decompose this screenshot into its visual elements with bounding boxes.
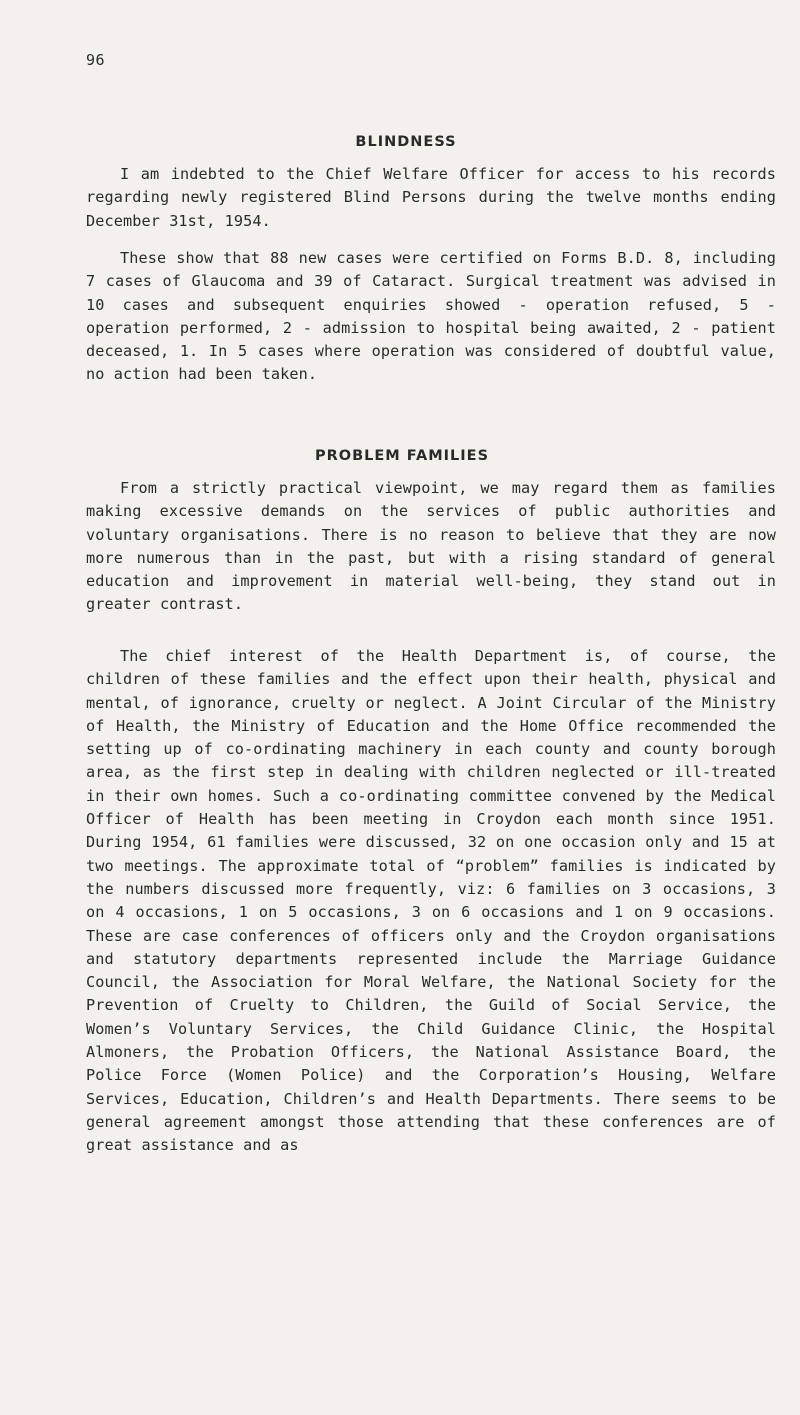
blindness-paragraph-1: I am indebted to the Chief Welfare Officer for access to his records regarding newly registered Blind Persons during the twelve months ending December 31st, 1954. bbox=[86, 165, 776, 230]
problem-families-paragraph-2: The chief interest of the Health Department is, of course, the children of these families and the effect upon their health, physical and mental, of ignorance, cruelty or neglect. A Joint Circular of the Ministry of Health, the Ministry of Education and the Home Office recommended the setting up of co-ordinating machinery in each county and county borough area, as the first step in dealing with children neglected or ill-treated in their own homes. Such a co-ordinating committee convened by the Medical Officer of Health has been meeting in Croydon each month since 1951. During 1954, 61 families were discussed, 32 on one occasion only and 15 at two meetings. The approximate total of “problem” families is indicated by the numbers discussed more frequently, viz: 6 families on 3 occasions, 3 on 4 occasions, 1 on 5 occasions, 3 on 6 occasions and 1 on 9 occasions. These are case conferences of officers only and the Croydon organisations and statutory departments represented include the Marriage Guidance Council, the Association for Moral Welfare, the National Society for the Prevention of Cruelty to Children, the Guild of Social Service, the Women’s Voluntary Services, the Child Guidance Clinic, the Hospital Almoners, the Probation Officers, the National Assistance Board, the Police Force (Women Police) and the Corporation’s Housing, Welfare Services, Education, Children’s and Health Departments. There seems to be general agreement amongst those attending that these conferences are of great assistance and as bbox=[86, 647, 776, 1155]
section-heading-problem-families: PROBLEM FAMILIES bbox=[314, 448, 490, 464]
page-number: 96 bbox=[86, 51, 106, 69]
blindness-paragraph-2: These show that 88 new cases were certified on Forms B.D. 8, including 7 cases of Glaucoma and 39 of Cataract. Surgical treatment was advised in 10 cases and subsequent enquiries showed - operation refused, 5 - operation performed, 2 - admission to hospital being awaited, 2 - patient deceased, 1. In 5 cases where operation was considered of doubtful value, no action had been taken. bbox=[86, 249, 776, 384]
problem-families-paragraph-1: From a strictly practical viewpoint, we may regard them as families making excessive demands on the services of public authorities and voluntary organisations. There is no reason to believe that they are now more numerous than in the past, but with a rising standard of general education and improvement in material well-being, they stand out in greater contrast. bbox=[86, 479, 776, 614]
section-heading-blindness: BLINDNESS bbox=[355, 134, 457, 150]
